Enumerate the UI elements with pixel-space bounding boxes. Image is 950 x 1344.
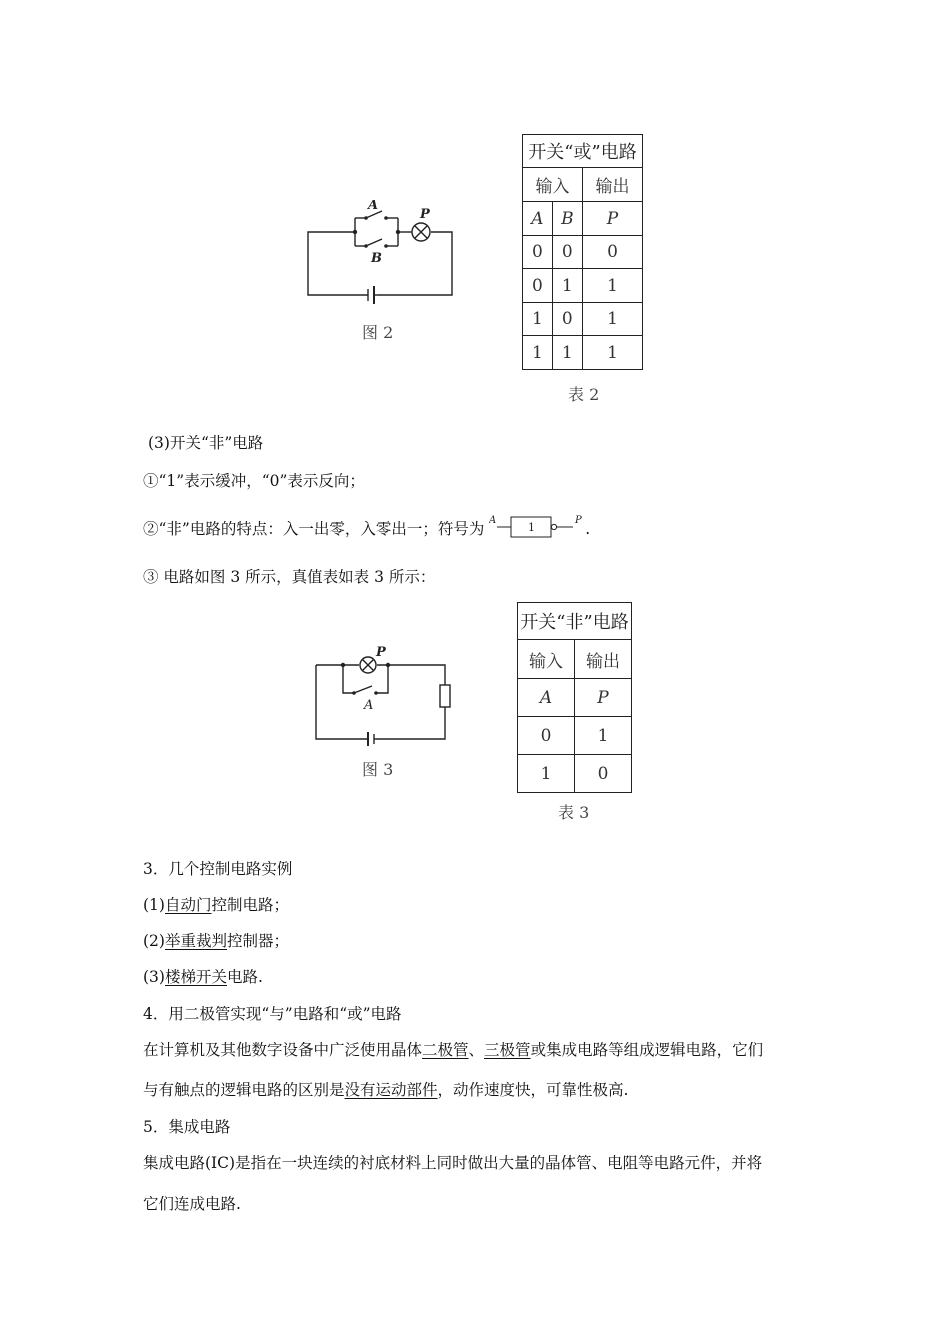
table-row: [518, 755, 632, 793]
paragraph-text: ，动作速度快，可靠性极高.: [437, 1081, 629, 1099]
table3-caption: 表 3: [558, 803, 590, 822]
table-cell: 1: [552, 336, 582, 370]
not-item-3: ③ 电路如图 3 所示，真值表如表 3 所示：: [143, 568, 436, 586]
not-symbol-out-label: P: [575, 515, 583, 526]
item-number: (2): [143, 932, 165, 950]
sec3-item-2: [143, 930, 289, 952]
fig2-label-a: A: [368, 200, 379, 213]
table-cell: 0: [582, 236, 642, 269]
table2-caption: 表 2: [568, 385, 600, 404]
answer-underlined: 楼梯开关: [164, 968, 227, 986]
table-cell: 1: [523, 303, 553, 336]
table3-col: A: [518, 679, 575, 717]
table-cell: 0: [552, 303, 582, 336]
item-text: 电路.: [226, 968, 263, 986]
answer-underlined: 没有运动部件: [344, 1081, 438, 1099]
fig3-label-p: P: [376, 645, 386, 660]
table-row: [523, 236, 643, 269]
fig3-caption: 图 3: [362, 760, 394, 779]
sec5-paragraph-line-1: 集成电路(IC)是指在一块连续的衬底材料上同时做出大量的晶体管、电阻等电路元件，并将: [143, 1154, 763, 1172]
not-symbol-box-label: 1: [528, 521, 536, 534]
not-item-2-text: ②“非”电路的特点：入一出零，入零出一；符号为: [143, 520, 485, 538]
item-text: 控制电路；: [211, 896, 289, 914]
table2-col: A: [523, 202, 553, 236]
table-cell: 0: [575, 755, 632, 793]
table2-col: B: [552, 202, 582, 236]
paragraph-text: 与有触点的逻辑电路的区别是: [143, 1081, 345, 1099]
fig3-label-a: A: [364, 698, 374, 713]
fig2-label-b: B: [371, 251, 382, 266]
table-cell: 0: [518, 717, 575, 755]
table2-output-header: 输出: [582, 168, 642, 202]
table3-input-header: 输入: [518, 640, 575, 679]
not-item-1: ①“1”表示缓冲，“0”表示反向；: [143, 472, 365, 490]
table-row: [523, 336, 643, 370]
answer-underlined: 二极管: [422, 1041, 469, 1059]
paragraph-text: 在计算机及其他数字设备中广泛使用晶体: [143, 1041, 423, 1059]
table-cell: 1: [523, 336, 553, 370]
sec5-paragraph-line-2: 它们连成电路.: [143, 1195, 241, 1213]
table-cell: 1: [518, 755, 575, 793]
item-number: (1): [143, 896, 165, 914]
sec4-paragraph-line-1: [143, 1039, 763, 1061]
table2-input-header: 输入: [523, 168, 583, 202]
table-cell: 0: [523, 269, 553, 303]
table-cell: 1: [552, 269, 582, 303]
sec3-item-1: [143, 894, 289, 916]
not-item-2: [143, 514, 590, 540]
table3-output-header: 输出: [575, 640, 632, 679]
sec3-item-3: [143, 966, 263, 988]
figure-2-circuit: [300, 200, 460, 305]
sec5-heading: 5．集成电路: [143, 1118, 231, 1136]
not-gate-symbol: [489, 514, 585, 540]
table-row: [523, 303, 643, 336]
figure-3-circuit: [310, 643, 460, 748]
table-cell: 1: [575, 717, 632, 755]
table-cell: 0: [552, 236, 582, 269]
sec4-paragraph-line-2: [143, 1079, 628, 1101]
not-item-2-end: .: [585, 520, 591, 538]
item-number: (3): [143, 968, 165, 986]
paragraph-text: 、: [468, 1041, 485, 1059]
table-cell: 1: [582, 336, 642, 370]
answer-underlined: 举重裁判: [164, 932, 227, 950]
table-row: [523, 269, 643, 303]
truth-table-not: [517, 602, 632, 793]
truth-table-or: [522, 134, 643, 370]
paragraph-text: 或集成电路等组成逻辑电路，它们: [530, 1041, 764, 1059]
not-symbol-in-label: A: [489, 515, 497, 526]
sec4-heading: 4．用二极管实现“与”电路和“或”电路: [143, 1005, 402, 1023]
table3-col: P: [575, 679, 632, 717]
fig2-caption: 图 2: [362, 323, 394, 342]
table2-title: 开关“或”电路: [523, 135, 643, 168]
table-cell: 0: [523, 236, 553, 269]
table-cell: 1: [582, 269, 642, 303]
answer-underlined: 三极管: [484, 1041, 531, 1059]
item-text: 控制器；: [226, 932, 289, 950]
sec3-heading: 3．几个控制电路实例: [143, 860, 293, 878]
table2-col: P: [582, 202, 642, 236]
answer-underlined: 自动门: [164, 896, 212, 914]
not-section-heading: (3)开关“非”电路: [148, 434, 264, 452]
table-row: [518, 717, 632, 755]
table3-title: 开关“非”电路: [518, 603, 632, 640]
table-cell: 1: [582, 303, 642, 336]
fig2-label-p: P: [420, 207, 430, 222]
